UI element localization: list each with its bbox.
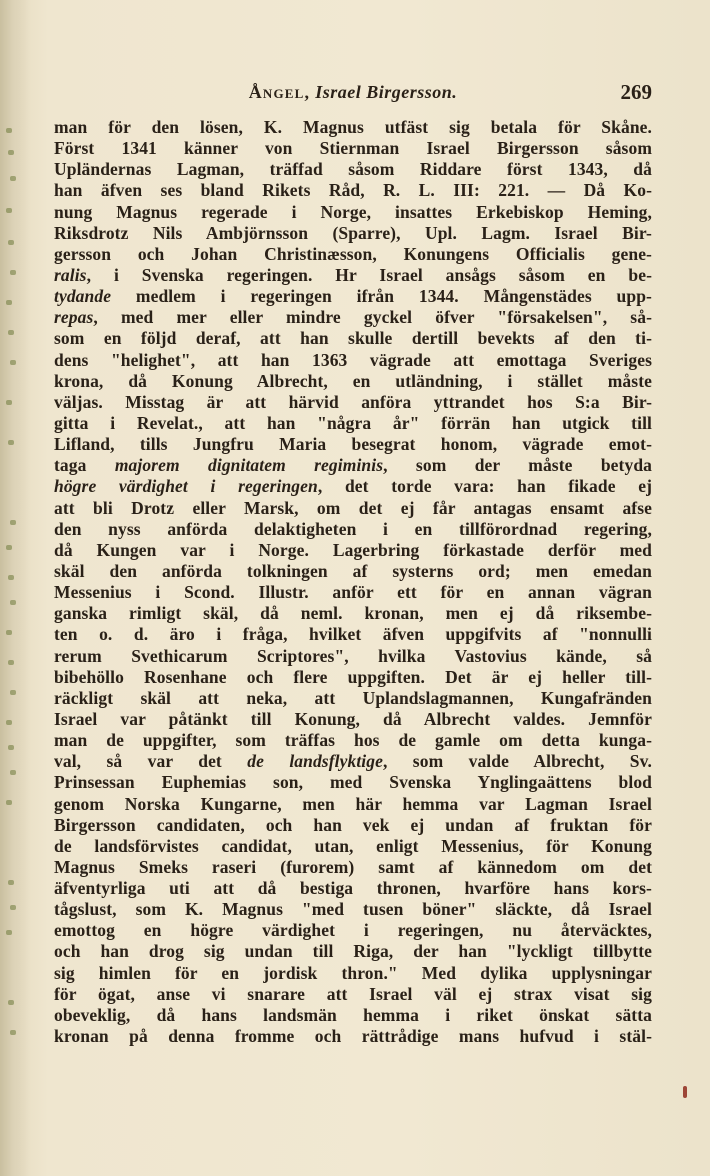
text-segment: den nyss anförda delaktigheten i en tillförordnad regering,: [54, 518, 652, 539]
text-line: [54, 307, 652, 328]
text-segment: nung Magnus regerade i Norge, insattes Erkebiskop Heming,: [54, 201, 652, 222]
text-line: [54, 455, 652, 476]
text-segment: emottog en högre värdighet i regeringen, nu återväcktes,: [54, 920, 652, 941]
text-segment: Upländernas Lagman, träffad såsom Riddare först 1343, då: [54, 159, 652, 180]
italic-segment: de landsflyktige: [247, 751, 383, 772]
page-number: 269: [620, 80, 652, 104]
gutter-mark: [6, 400, 12, 405]
text-segment: att bli Drotz eller Marsk, om det ej får antagas ensamt afse: [54, 497, 652, 518]
text-segment: dens "helighet", att han 1363 vägrade att emottaga Sveriges: [54, 349, 652, 370]
text-line: [54, 138, 652, 159]
text-segment: taga: [54, 455, 115, 476]
gutter-mark: [10, 905, 16, 910]
text-segment: genom Norska Kungarne, men här hemma var Lagman Israel: [54, 793, 652, 814]
text-segment: sig himlen för en jordisk thron." Med dylika upplysningar: [54, 962, 652, 983]
gutter-mark: [8, 330, 14, 335]
text-line: [54, 772, 652, 793]
gutter-mark: [8, 575, 14, 580]
gutter-mark: [8, 745, 14, 750]
text-segment: gitta i Revelat., att han "några år" förrän han utgick till: [54, 412, 652, 433]
gutter-mark: [10, 520, 16, 525]
text-segment: Messenius i Scond. Illustr. anför ett för en annan vägran: [54, 582, 652, 603]
body-text: [54, 117, 652, 1047]
text-line: [54, 857, 652, 878]
text-segment: medlem i regeringen ifrån 1344. Mångenstädes upp-: [111, 286, 652, 307]
text-line: [54, 476, 652, 497]
text-segment: äfventyrliga uti att då bestiga thronen, hvarföre hans kors-: [54, 878, 652, 899]
gutter-mark: [6, 208, 12, 213]
text-segment: Lifland, tills Jungfru Maria besegrat honom, vägrade emot-: [54, 434, 652, 455]
gutter-mark: [6, 300, 12, 305]
text-segment: då Kungen var i Norge. Lagerbring förkastade derför med: [54, 539, 652, 560]
text-line: [54, 730, 652, 751]
text-segment: , som valde Albrecht, Sv.: [382, 751, 652, 772]
italic-segment: högre värdighet i regeringen: [54, 476, 318, 497]
gutter-mark: [10, 1030, 16, 1035]
header-surname: Ångel,: [248, 82, 311, 102]
gutter-mark: [10, 360, 16, 365]
text-line: [54, 159, 652, 180]
text-line: [54, 941, 652, 962]
text-line: [54, 117, 652, 138]
text-line: [54, 878, 652, 899]
text-segment: obeveklig, då hans landsmän hemma i riket önskat sätta: [54, 1004, 652, 1025]
text-segment: Först 1341 känner von Stiernman Israel Birgersson såsom: [54, 138, 652, 159]
text-line: [54, 624, 652, 645]
gutter-mark: [10, 600, 16, 605]
ink-stain: [683, 1086, 687, 1098]
text-segment: Riksdrotz Nils Ambjörnsson (Sparre), Upl. Lagm. Israel Bir-: [54, 222, 652, 243]
italic-segment: majorem dignitatem regiminis: [114, 455, 384, 476]
text-segment: , det torde vara: han fikade ej: [317, 476, 652, 497]
text-line: [54, 1026, 652, 1047]
text-segment: skäl den anförda tolkningen af systerns ord; men emedan: [54, 560, 652, 581]
running-header: [54, 82, 652, 108]
gutter-mark: [6, 720, 12, 725]
text-segment: Magnus Smeks raseri (furorem) samt af kännedom om det: [54, 856, 652, 877]
text-segment: Prinsessan Euphemias son, med Svenska Ynglingaättens blod: [54, 772, 652, 793]
text-segment: val, så var det: [54, 751, 248, 772]
text-segment: räckligt skäl att neka, att Uplandslagmannen, Kungafränden: [54, 687, 652, 708]
text-line: [54, 244, 652, 265]
text-line: [54, 561, 652, 582]
text-line: [54, 413, 652, 434]
text-line: [54, 667, 652, 688]
text-line: [54, 751, 652, 772]
italic-segment: tydande: [54, 286, 112, 307]
text-line: [54, 180, 652, 201]
italic-segment: ralis: [54, 264, 87, 285]
text-line: [54, 286, 652, 307]
text-line: [54, 498, 652, 519]
gutter-mark: [8, 1000, 14, 1005]
gutter-mark: [8, 440, 14, 445]
gutter-mark: [6, 128, 12, 133]
gutter-mark: [6, 930, 12, 935]
gutter-mark: [6, 800, 12, 805]
text-line: [54, 265, 652, 286]
text-line: [54, 371, 652, 392]
header-title: [54, 82, 652, 103]
text-segment: rerum Svethicarum Scriptores", hvilka Vastovius kände, så: [54, 645, 652, 666]
text-line: [54, 709, 652, 730]
gutter-mark: [6, 630, 12, 635]
text-segment: , som der måste betyda: [383, 455, 653, 476]
gutter-mark: [6, 545, 12, 550]
gutter-mark: [10, 270, 16, 275]
text-segment: för ögat, anse vi snarare att Israel väl ej strax visat sig: [54, 983, 652, 1004]
text-line: [54, 202, 652, 223]
text-segment: , i Svenska regeringen. Hr Israel ansågs såsom en be-: [86, 264, 652, 285]
gutter-mark: [10, 690, 16, 695]
text-line: [54, 223, 652, 244]
text-segment: som en följd deraf, att han skulle dertill bevekts af den ti-: [54, 328, 652, 349]
text-line: [54, 540, 652, 561]
text-line: [54, 392, 652, 413]
text-segment: kronan på denna fromme och rättrådige mans hufvud i stäl-: [54, 1026, 652, 1047]
text-segment: man de uppgifter, som träffas hos de gamle om detta kunga-: [54, 730, 652, 751]
gutter-mark: [10, 770, 16, 775]
text-line: [54, 582, 652, 603]
italic-segment: repas: [54, 307, 94, 328]
text-segment: , med mer eller mindre gyckel öfver "försakelsen", så-: [93, 307, 652, 328]
text-line: [54, 899, 652, 920]
text-line: [54, 688, 652, 709]
text-segment: ganska rimligt skäl, då neml. kronan, men ej då riksembe-: [54, 603, 652, 624]
gutter-mark: [8, 240, 14, 245]
text-line: [54, 603, 652, 624]
text-line: [54, 646, 652, 667]
text-line: [54, 328, 652, 349]
text-segment: krona, då Konung Albrecht, en utländning, i stället måste: [54, 370, 652, 391]
text-segment: Birgersson candidaten, och han vek ej undan af fruktan för: [54, 814, 652, 835]
text-segment: gersson och Johan Christinæsson, Konungens Officialis gene-: [54, 243, 652, 264]
text-segment: bibehöllo Rosenhane och flere uppgiften. Det är ej heller till-: [54, 666, 652, 687]
text-segment: han äfven ses bland Rikets Råd, R. L. III: 221. — Då Ko-: [54, 180, 652, 201]
gutter-mark: [8, 880, 14, 885]
text-segment: de landsförvistes candidat, utan, enligt Messenius, för Konung: [54, 835, 652, 856]
text-line: [54, 920, 652, 941]
text-segment: Israel var påtänkt till Konung, då Albrecht valdes. Jemnför: [54, 708, 652, 729]
gutter-mark: [8, 150, 14, 155]
gutter-mark: [10, 176, 16, 181]
text-line: [54, 815, 652, 836]
gutter-mark: [8, 660, 14, 665]
text-line: [54, 963, 652, 984]
text-line: [54, 984, 652, 1005]
text-segment: och han drog sig undan till Riga, der han "lyckligt tillbytte: [54, 941, 652, 962]
text-segment: ten o. d. äro i fråga, hvilket äfven uppgifvits af "nonnulli: [54, 624, 652, 645]
text-line: [54, 350, 652, 371]
page-gutter: [0, 0, 30, 1176]
text-line: [54, 519, 652, 540]
text-segment: tågslust, som K. Magnus "med tusen böner" släckte, då Israel: [54, 899, 652, 920]
text-segment: väljas. Misstag är att härvid anföra yttrandet hos S:a Bir-: [54, 391, 652, 412]
text-line: [54, 1005, 652, 1026]
text-segment: man för den lösen, K. Magnus utfäst sig betala för Skåne.: [54, 117, 652, 137]
text-line: [54, 434, 652, 455]
text-line: [54, 794, 652, 815]
header-given-name: Israel Birgersson.: [315, 82, 458, 102]
text-line: [54, 836, 652, 857]
